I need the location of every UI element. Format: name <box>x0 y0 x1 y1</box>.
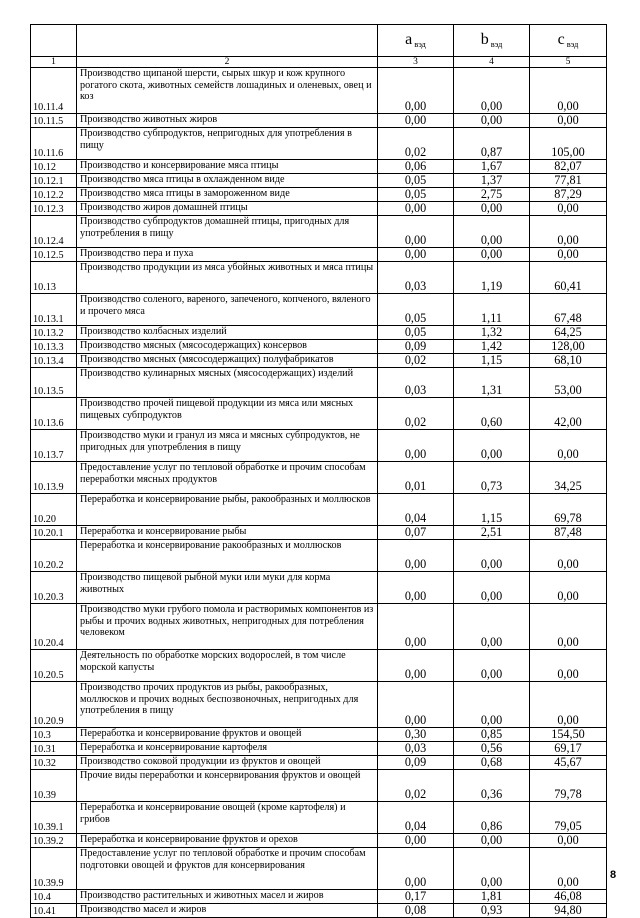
row-value-c: 0,00 <box>530 650 607 682</box>
table-row <box>31 188 607 202</box>
header-a <box>378 25 454 57</box>
table-row <box>31 354 607 368</box>
header-c-letter: c <box>557 30 565 48</box>
table-row <box>31 834 607 848</box>
column-index: 4 <box>454 57 530 68</box>
row-value-c: 0,00 <box>530 540 607 572</box>
row-code: 10.20.1 <box>31 526 77 540</box>
column-index: 5 <box>530 57 607 68</box>
row-activity-name: Производство мяса птицы в замороженном виде <box>77 188 378 202</box>
row-value-b: 1,31 <box>454 368 530 398</box>
row-value-b: 1,15 <box>454 354 530 368</box>
row-activity-name: Прочие виды переработки и консервирования фруктов и овощей <box>77 770 378 802</box>
row-value-c: 0,00 <box>530 248 607 262</box>
table-row <box>31 802 607 834</box>
row-value-b: 0,00 <box>454 604 530 650</box>
row-value-a: 0,00 <box>378 430 454 462</box>
row-value-c: 46,08 <box>530 890 607 904</box>
row-value-a: 0,07 <box>378 526 454 540</box>
row-activity-name: Производство пера и пуха <box>77 248 378 262</box>
table-row <box>31 890 607 904</box>
row-activity-name: Производство колбасных изделий <box>77 326 378 340</box>
row-value-a: 0,30 <box>378 728 454 742</box>
table-row <box>31 326 607 340</box>
row-activity-name: Производство мясных (мясосодержащих) полуфабрикатов <box>77 354 378 368</box>
column-index-row <box>31 57 607 68</box>
row-value-a: 0,02 <box>378 398 454 430</box>
row-value-c: 79,78 <box>530 770 607 802</box>
row-value-b: 1,42 <box>454 340 530 354</box>
header-code <box>31 25 77 57</box>
header-b <box>454 25 530 57</box>
coefficients-table <box>30 24 607 918</box>
row-value-b: 0,60 <box>454 398 530 430</box>
row-value-b: 1,81 <box>454 890 530 904</box>
row-value-a: 0,03 <box>378 368 454 398</box>
row-value-b: 1,19 <box>454 262 530 294</box>
row-value-c: 82,07 <box>530 160 607 174</box>
table-row <box>31 728 607 742</box>
row-value-b: 0,00 <box>454 216 530 248</box>
row-value-c: 0,00 <box>530 834 607 848</box>
row-activity-name: Производство соковой продукции из фруктов и овощей <box>77 756 378 770</box>
header-b-sub: вэд <box>490 38 503 49</box>
header-row <box>31 25 607 57</box>
row-value-b: 0,00 <box>454 572 530 604</box>
table-row <box>31 682 607 728</box>
row-value-a: 0,02 <box>378 354 454 368</box>
row-activity-name: Производство муки и гранул из мяса и мясных субпродуктов, не пригодных для употребления в пищу <box>77 430 378 462</box>
header-c-sub: вэд <box>566 38 579 49</box>
row-activity-name: Производство соленого, вареного, запеченого, копченого, вяленого и прочего мяса <box>77 294 378 326</box>
row-code: 10.13.3 <box>31 340 77 354</box>
row-code: 10.20.5 <box>31 650 77 682</box>
row-code: 10.11.4 <box>31 68 77 114</box>
row-code: 10.13.9 <box>31 462 77 494</box>
row-code: 10.11.6 <box>31 128 77 160</box>
row-value-b: 0,00 <box>454 114 530 128</box>
row-value-a: 0,00 <box>378 604 454 650</box>
table-row <box>31 398 607 430</box>
row-value-b: 0,85 <box>454 728 530 742</box>
row-code: 10.12.1 <box>31 174 77 188</box>
table-row <box>31 262 607 294</box>
row-activity-name: Переработка и консервирование ракообразных и моллюсков <box>77 540 378 572</box>
row-code: 10.11.5 <box>31 114 77 128</box>
row-code: 10.12.3 <box>31 202 77 216</box>
table-row <box>31 340 607 354</box>
table-row <box>31 202 607 216</box>
row-activity-name: Переработка и консервирование рыбы <box>77 526 378 540</box>
row-activity-name: Производство жиров домашней птицы <box>77 202 378 216</box>
row-value-c: 68,10 <box>530 354 607 368</box>
row-code: 10.13.6 <box>31 398 77 430</box>
row-value-a: 0,04 <box>378 802 454 834</box>
row-value-b: 0,68 <box>454 756 530 770</box>
table-row <box>31 770 607 802</box>
row-activity-name: Производство мясных (мясосодержащих) консервов <box>77 340 378 354</box>
row-value-c: 64,25 <box>530 326 607 340</box>
row-value-c: 69,17 <box>530 742 607 756</box>
row-value-c: 0,00 <box>530 114 607 128</box>
row-code: 10.20.3 <box>31 572 77 604</box>
row-value-a: 0,09 <box>378 756 454 770</box>
row-value-b: 1,15 <box>454 494 530 526</box>
row-value-a: 0,05 <box>378 188 454 202</box>
row-value-c: 53,00 <box>530 368 607 398</box>
row-code: 10.41 <box>31 904 77 918</box>
row-activity-name: Производство масел и жиров <box>77 904 378 918</box>
row-value-b: 0,00 <box>454 202 530 216</box>
row-value-a: 0,08 <box>378 904 454 918</box>
row-activity-name: Производство мяса птицы в охлажденном виде <box>77 174 378 188</box>
row-value-c: 0,00 <box>530 572 607 604</box>
table-row <box>31 160 607 174</box>
row-value-a: 0,00 <box>378 650 454 682</box>
header-a-sub: вэд <box>414 38 426 49</box>
row-value-c: 0,00 <box>530 430 607 462</box>
row-code: 10.13 <box>31 262 77 294</box>
row-activity-name: Переработка и консервирование овощей (кроме картофеля) и грибов <box>77 802 378 834</box>
row-activity-name: Производство субпродуктов домашней птицы, пригодных для употребления в пищу <box>77 216 378 248</box>
table-row <box>31 216 607 248</box>
row-activity-name: Переработка и консервирование фруктов и орехов <box>77 834 378 848</box>
row-value-a: 0,06 <box>378 160 454 174</box>
row-value-b: 0,56 <box>454 742 530 756</box>
row-value-c: 45,67 <box>530 756 607 770</box>
column-index: 3 <box>378 57 454 68</box>
row-code: 10.13.1 <box>31 294 77 326</box>
table-row <box>31 114 607 128</box>
table-body <box>31 68 607 918</box>
row-code: 10.20.9 <box>31 682 77 728</box>
table-row <box>31 756 607 770</box>
row-activity-name: Производство кулинарных мясных (мясосодержащих) изделий <box>77 368 378 398</box>
row-value-c: 87,29 <box>530 188 607 202</box>
row-activity-name: Предоставление услуг по тепловой обработке и прочим способам подготовки овощей и фруктов для консервирования <box>77 848 378 890</box>
row-value-a: 0,00 <box>378 248 454 262</box>
row-value-b: 0,73 <box>454 462 530 494</box>
table-row <box>31 650 607 682</box>
row-value-a: 0,01 <box>378 462 454 494</box>
row-value-b: 0,86 <box>454 802 530 834</box>
row-code: 10.32 <box>31 756 77 770</box>
table-row <box>31 68 607 114</box>
row-value-b: 0,00 <box>454 68 530 114</box>
row-activity-name: Производство щипаной шерсти, сырых шкур и кож крупного рогатого скота, животных семейств лошадиных и оленевых, овец и коз <box>77 68 378 114</box>
row-value-b: 0,93 <box>454 904 530 918</box>
row-value-b: 1,67 <box>454 160 530 174</box>
row-code: 10.3 <box>31 728 77 742</box>
row-value-c: 94,80 <box>530 904 607 918</box>
row-value-c: 79,05 <box>530 802 607 834</box>
row-value-b: 0,00 <box>454 248 530 262</box>
row-activity-name: Деятельность по обработке морских водорослей, в том числе морской капусты <box>77 650 378 682</box>
row-value-b: 0,00 <box>454 682 530 728</box>
row-value-c: 128,00 <box>530 340 607 354</box>
table-row <box>31 294 607 326</box>
row-value-a: 0,00 <box>378 848 454 890</box>
table-row <box>31 904 607 918</box>
row-value-c: 105,00 <box>530 128 607 160</box>
row-value-c: 154,50 <box>530 728 607 742</box>
row-code: 10.13.2 <box>31 326 77 340</box>
row-code: 10.20.2 <box>31 540 77 572</box>
row-code: 10.39.1 <box>31 802 77 834</box>
row-code: 10.20 <box>31 494 77 526</box>
row-activity-name: Переработка и консервирование картофеля <box>77 742 378 756</box>
row-value-a: 0,00 <box>378 540 454 572</box>
row-value-a: 0,05 <box>378 294 454 326</box>
row-value-a: 0,00 <box>378 834 454 848</box>
row-code: 10.13.4 <box>31 354 77 368</box>
table-row <box>31 128 607 160</box>
table-row <box>31 494 607 526</box>
row-value-b: 0,87 <box>454 128 530 160</box>
table-row <box>31 248 607 262</box>
row-code: 10.20.4 <box>31 604 77 650</box>
row-activity-name: Предоставление услуг по тепловой обработке и прочим способам переработки мясных продуктов <box>77 462 378 494</box>
row-value-a: 0,02 <box>378 128 454 160</box>
row-value-c: 87,48 <box>530 526 607 540</box>
row-value-a: 0,09 <box>378 340 454 354</box>
row-value-a: 0,05 <box>378 326 454 340</box>
row-code: 10.12.2 <box>31 188 77 202</box>
row-code: 10.13.5 <box>31 368 77 398</box>
row-value-a: 0,04 <box>378 494 454 526</box>
table-row <box>31 572 607 604</box>
header-name <box>77 25 378 57</box>
row-value-a: 0,02 <box>378 770 454 802</box>
header-b-letter: b <box>480 30 489 48</box>
row-code: 10.4 <box>31 890 77 904</box>
table-row <box>31 368 607 398</box>
column-index: 2 <box>77 57 378 68</box>
table-row <box>31 430 607 462</box>
row-value-b: 1,11 <box>454 294 530 326</box>
row-value-a: 0,00 <box>378 572 454 604</box>
row-value-c: 0,00 <box>530 68 607 114</box>
row-activity-name: Производство прочей пищевой продукции из мяса или мясных пищевых субпродуктов <box>77 398 378 430</box>
row-code: 10.39 <box>31 770 77 802</box>
row-activity-name: Производство растительных и животных масел и жиров <box>77 890 378 904</box>
row-value-a: 0,00 <box>378 114 454 128</box>
row-value-c: 0,00 <box>530 202 607 216</box>
row-value-a: 0,17 <box>378 890 454 904</box>
row-activity-name: Переработка и консервирование фруктов и овощей <box>77 728 378 742</box>
row-activity-name: Производство муки грубого помола и растворимых компонентов из рыбы и прочих водных животных, непригодных для потребления человеком <box>77 604 378 650</box>
table-row <box>31 462 607 494</box>
row-code: 10.12.5 <box>31 248 77 262</box>
header-a-letter: a <box>405 30 413 48</box>
row-value-c: 77,81 <box>530 174 607 188</box>
row-value-b: 0,00 <box>454 848 530 890</box>
row-value-a: 0,00 <box>378 216 454 248</box>
row-value-c: 69,78 <box>530 494 607 526</box>
row-value-a: 0,00 <box>378 682 454 728</box>
row-activity-name: Переработка и консервирование рыбы, ракообразных и моллюсков <box>77 494 378 526</box>
row-value-b: 0,00 <box>454 834 530 848</box>
row-activity-name: Производство прочих продуктов из рыбы, ракообразных, моллюсков и прочих водных беспозвоночных, непригодных для употребления в пищу <box>77 682 378 728</box>
row-value-a: 0,03 <box>378 262 454 294</box>
row-activity-name: Производство и консервирование мяса птицы <box>77 160 378 174</box>
row-value-c: 34,25 <box>530 462 607 494</box>
row-value-b: 1,37 <box>454 174 530 188</box>
row-value-b: 0,00 <box>454 650 530 682</box>
row-value-c: 0,00 <box>530 604 607 650</box>
row-value-c: 0,00 <box>530 848 607 890</box>
column-index: 1 <box>31 57 77 68</box>
table-row <box>31 604 607 650</box>
row-code: 10.39.2 <box>31 834 77 848</box>
row-value-b: 0,00 <box>454 430 530 462</box>
table-row <box>31 540 607 572</box>
row-code: 10.13.7 <box>31 430 77 462</box>
row-activity-name: Производство продукции из мяса убойных животных и мяса птицы <box>77 262 378 294</box>
row-value-a: 0,03 <box>378 742 454 756</box>
row-value-a: 0,00 <box>378 202 454 216</box>
row-code: 10.31 <box>31 742 77 756</box>
row-value-b: 0,00 <box>454 540 530 572</box>
header-c <box>530 25 607 57</box>
row-value-c: 42,00 <box>530 398 607 430</box>
row-value-a: 0,05 <box>378 174 454 188</box>
row-code: 10.12.4 <box>31 216 77 248</box>
row-value-b: 2,51 <box>454 526 530 540</box>
row-code: 10.39.9 <box>31 848 77 890</box>
row-value-c: 0,00 <box>530 216 607 248</box>
row-value-b: 2,75 <box>454 188 530 202</box>
row-value-a: 0,00 <box>378 68 454 114</box>
page-number: 8 <box>610 869 617 881</box>
table-row <box>31 174 607 188</box>
row-value-c: 67,48 <box>530 294 607 326</box>
row-activity-name: Производство субпродуктов, непригодных для употребления в пищу <box>77 128 378 160</box>
table-row <box>31 848 607 890</box>
row-activity-name: Производство пищевой рыбной муки или муки для корма животных <box>77 572 378 604</box>
row-value-c: 60,41 <box>530 262 607 294</box>
row-value-b: 0,36 <box>454 770 530 802</box>
row-value-b: 1,32 <box>454 326 530 340</box>
row-value-c: 0,00 <box>530 682 607 728</box>
table-row <box>31 742 607 756</box>
row-activity-name: Производство животных жиров <box>77 114 378 128</box>
table-row <box>31 526 607 540</box>
row-code: 10.12 <box>31 160 77 174</box>
